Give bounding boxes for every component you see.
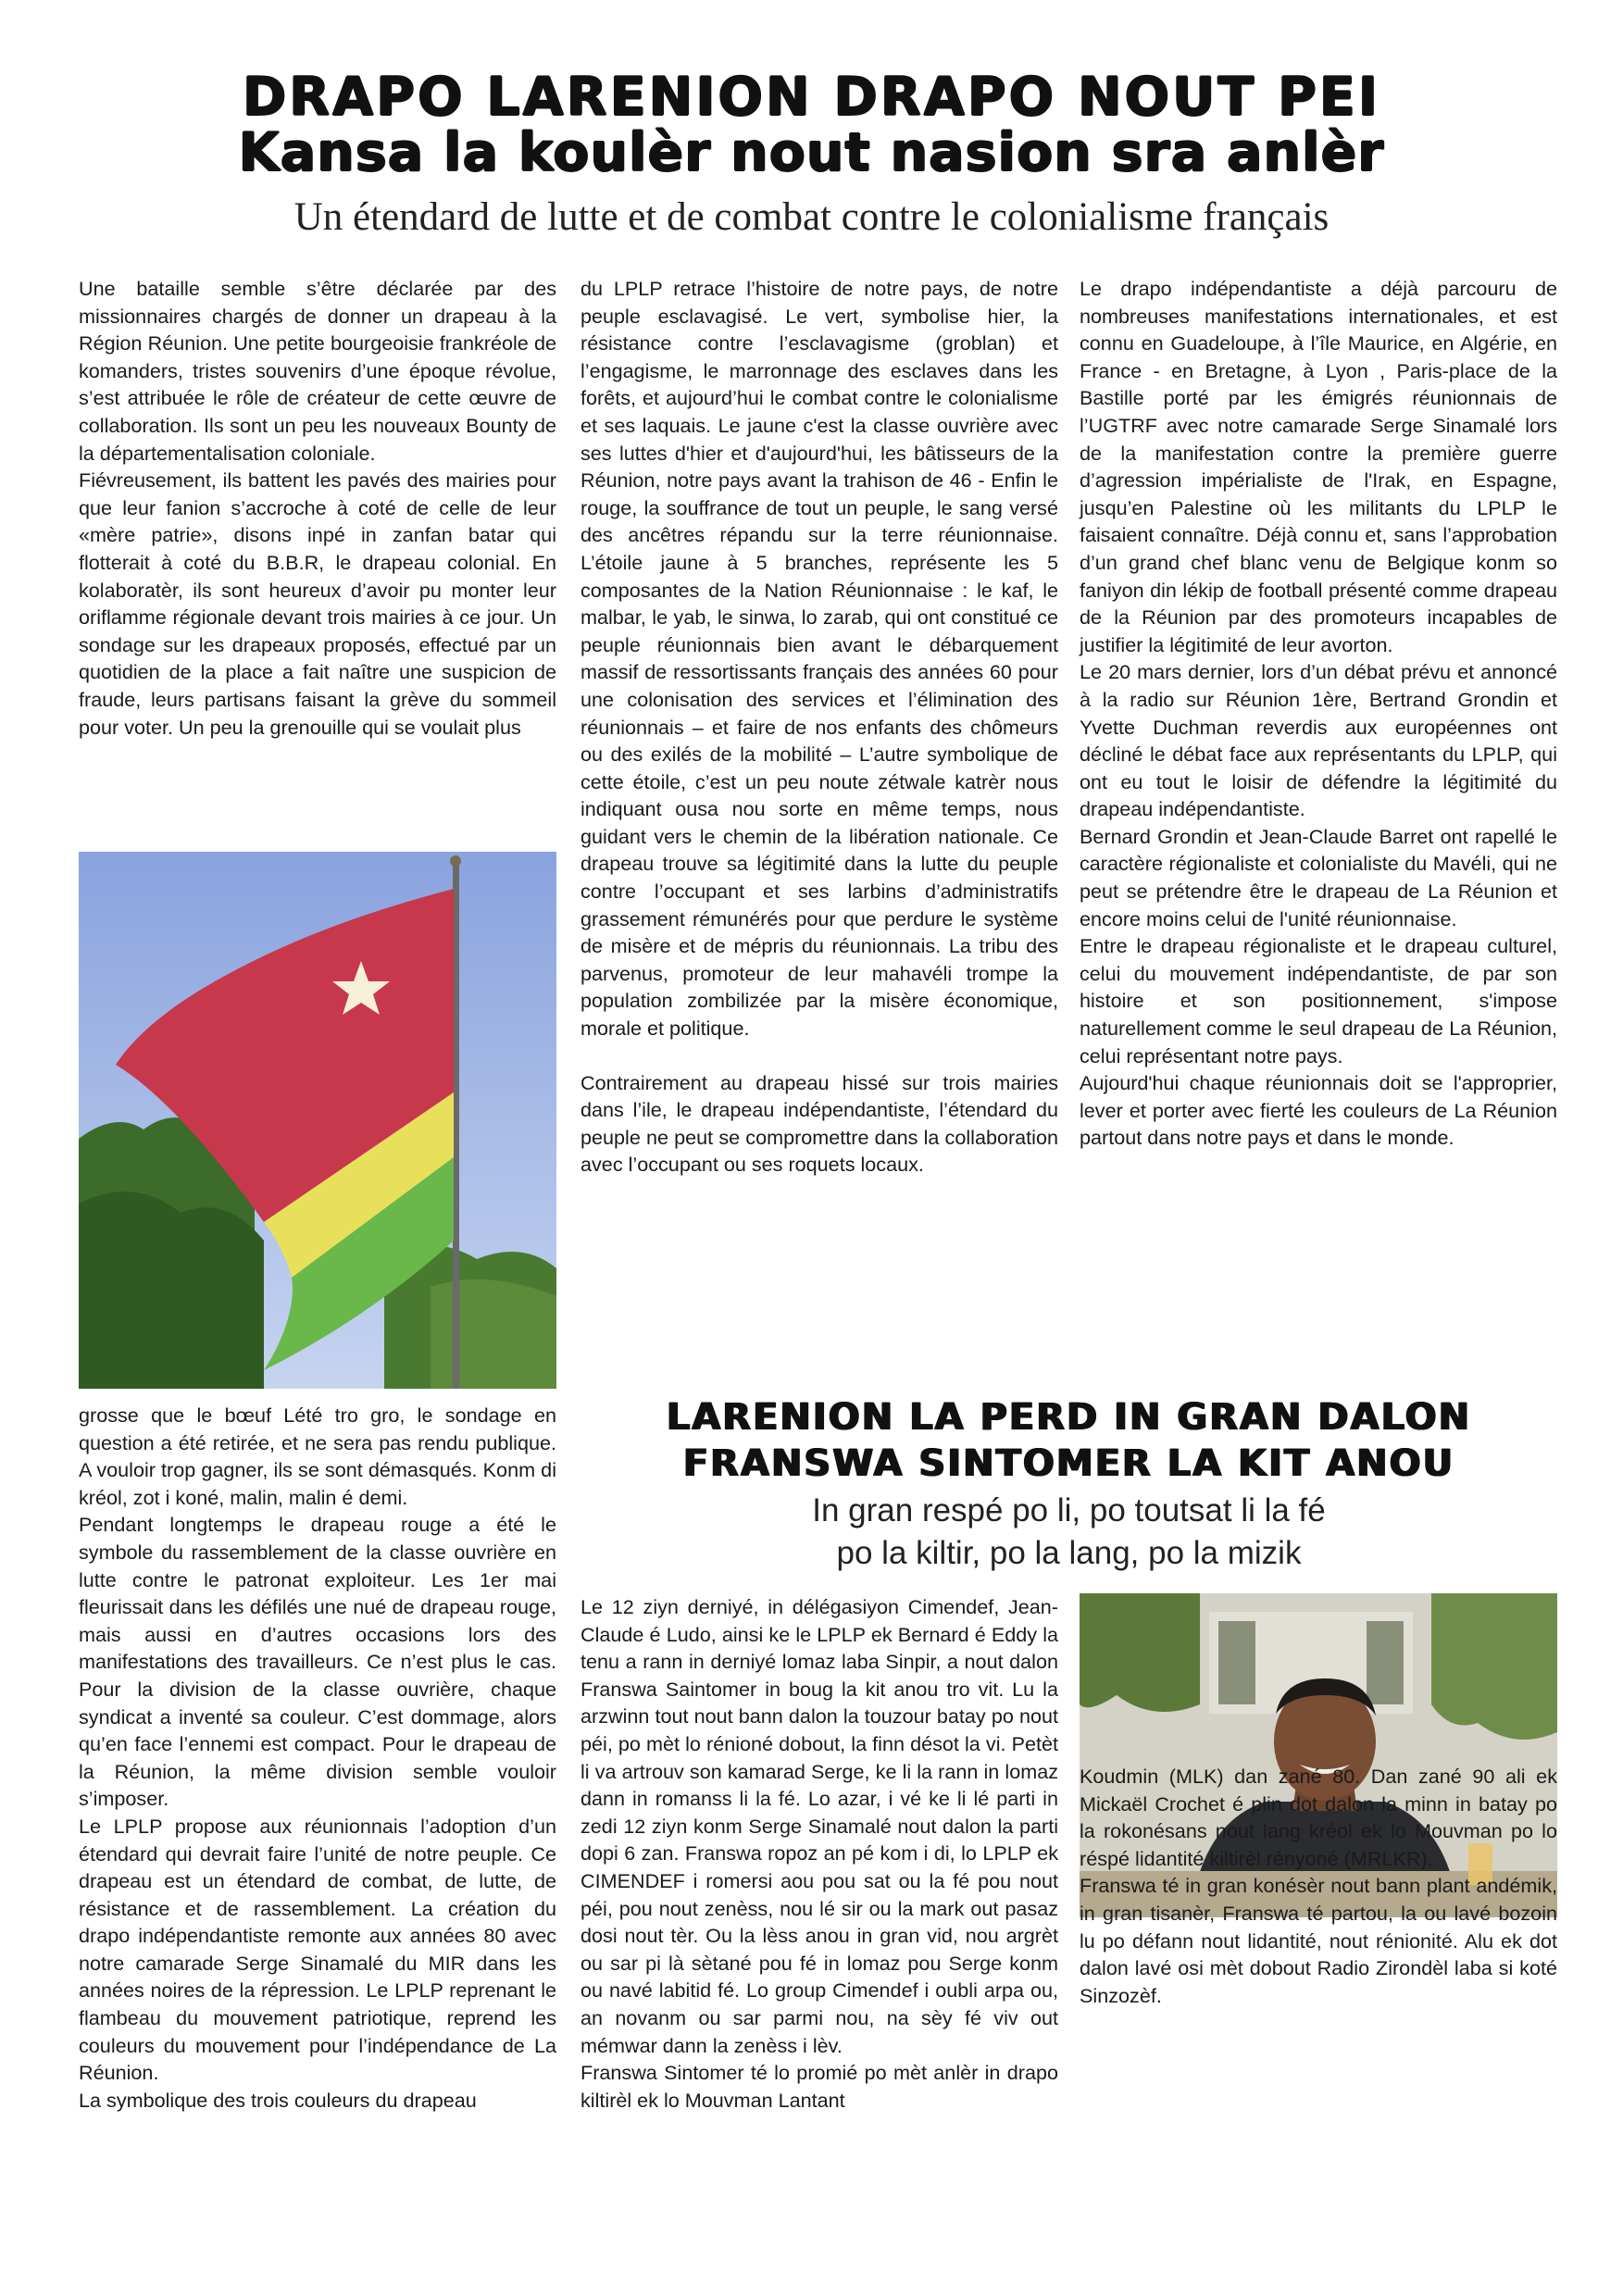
article1-title-line1: DRAPO LARENION DRAPO NOUT PEI (242, 67, 1381, 128)
paragraph: Le 20 mars dernier, lors d’un débat prévu et annoncé à la radio sur Réunion 1ère, Bertrand Grondin et Yvette Duchman reverdis aux européennes ont décliné le débat face aux représentants du LPLP, qui ont eu tout le loisir de défendre la légitimité du drapeau indépendantiste. (1080, 660, 1557, 821)
paragraph: Entre le drapeau régionaliste et le drapeau culturel, celui du mouvement indépendantiste, de par son histoire et son positionnement, s'impose naturellement comme le seul drapeau de La Réunion, celui représentant notre pays. (1080, 934, 1557, 1067)
article1-column2 (581, 275, 1058, 1179)
paragraph: Contrairement au drapeau hissé sur trois mairies dans l’ile, le drapeau indépendantiste, l’étendard du peuple ne peut se compromettre dans la collaboration avec l’occupant ou ses roquets locaux. (581, 1070, 1058, 1177)
article1-column3 (1080, 275, 1557, 1152)
reunion-flag-illustration (79, 852, 556, 1389)
paragraph: Bernard Grondin et Jean-Claude Barret ont rapellé le caractère régionaliste et colonialiste du Mavéli, qui ne peut se prétendre être le drapeau de La Réunion et encore moins celui de l'unité réunionnaise. (1080, 824, 1557, 930)
paragraph: grosse que le bœuf Lété tro gro, le sondage en question a été retirée, et ne sera pas rendu publique. A vouloir trop gagner, ils se sont démasqués. Konm di kréol, zot i koné, malin, malin é demi. (79, 1404, 556, 1509)
paragraph: Pendant longtemps le drapeau rouge a été le symbole du rassemblement de la classe ouvrière en lutte contre le patronat exploiteur. Les 1er mai fleurissait dans les défilés une nué de drapeau rouge, mais aussi en d’autres occasions lors des manifestations des travailleurs. Ce n’est plus le cas. Pour la division de la classe ouvrière, chaque syndicat a inventé sa couleur. C’est dommage, alors qu’en face l’ennemi est compact. Pour le drapeau de la Réunion, la même division semble vouloir s’imposer. (79, 1513, 556, 1811)
paragraph: Franswa Sintomer té lo promié po mèt anlèr in drapo kiltirèl ek lo Mouvman Lantant (581, 2061, 1058, 2112)
article1-title-line2: Kansa la koulèr nout nasion sra anlèr (238, 122, 1385, 183)
paragraph: Koudmin (MLK) dan zané 80. Dan zané 90 ali ek Mickaël Crochet é plin dot dalon la minn in batay po la rokonésans nout lang kréol ek lo Mouvman po lo réspé lidantité kiltirèl rényoné (MRLKR). (1080, 1765, 1557, 1870)
article2-subtitle-line2: po la kiltir, po la lang, po la mizik (836, 1535, 1302, 1571)
article2-column2 (581, 1593, 1058, 2114)
paragraph: Le 12 ziyn derniyé, in délégasiyon Cimendef, Jean-Claude é Ludo, ainsi ke le LPLP ek Bernard é Eddy la tenu a rann in derniyé lomaz laba Sinpir, a nout dalon Franswa Saintomer in boug la kit anou tro vit. Lu la arzwinn tout nout bann dalon la touzour batay po nout péi, po mèt lo rénioné dobout, la finn désot la vi. Petèt li va artrouv son kamarad Serge, ke li la rann in lomaz dann in romanss li la fé. Lo azar, i vé ke li lé parti in zedi 12 ziyn konm Serge Sinamalé nout dalon la parti dopi 6 zan. Franswa ropoz an pé kom i di, lo LPLP ek CIMENDEF i romersi aou pou sat ou la fé pou nout péi, pou nout zenèss, nou lé sir ou la mark out pasaz dosi nout tèr. Ou la lèss anou in gran vid, nou argrèt ou sar pi là sètané pou fé in lomaz pou Serge konm ou navé labitid fé. Lo group Cimendef i oubli arpa ou, an novanm ou sar parmi nou, na sèy fé viv out mémwar dann la zenèss i lèv. (581, 1595, 1058, 2057)
paragraph: Franswa té in gran konésèr nout bann plant andémik, in gran tisanèr, Franswa té partou, la ou lavé bozoin lu po défann nout lidantité, nout rénionité. Alu ek dot dalon lavé osi mèt dobout Radio Zirondèl laba si koté Sinzozèf. (1080, 1874, 1557, 2007)
article1-subtitle: Un étendard de lutte et de combat contre le colonialisme français (293, 195, 1330, 239)
paragraph: La symbolique des trois couleurs du drapeau (79, 2088, 477, 2112)
paragraph: Le drapo indépendantiste a déjà parcouru de nombreuses manifestations internationales, et est connu en Guadeloupe, à l’île Maurice, en Algérie, en France - en Bretagne, à Lyon , Paris-place de la Bastille porté par les émigrés réunionnais de l’UGTRF avec notre camarade Serge Sinamalé lors de la manifestation contre la première guerre d’agression impérialiste de l'Irak, en Espagne, jusqu’en Palestine où les militants du LPLP le faisaient connaître. Déjà connu et, sans l’approbation d’un grand chef blanc venu de Belgique konm so faniyon din lékip de football présenté comme drapeau de la Réunion par des promoteurs incapables de justifier la légitimité de leur avorton. (1080, 277, 1557, 656)
article2-subtitle-line1: In gran respé po li, po toutsat li la fé (812, 1492, 1326, 1529)
paragraph: Une bataille semble s’être déclarée par des missionnaires chargés de donner un drapeau à la Région Réunion. Une petite bourgeoisie frankréole de komanders, tristes souvenirs d’une époque révolue, s’est attribuée le rôle de créateur de cette œuvre de collaboration. Ils sont un peu les nouveaux Bounty de la départementalisation coloniale. (79, 277, 556, 465)
article2-title-line2: FRANSWA SINTOMER LA KIT ANOU (682, 1442, 1455, 1485)
paragraph: Le LPLP propose aux réunionnais l’adoption d’un étendard qui devrait faire l’unité de notre peuple. Ce drapeau est un étendard de combat, de lutte, de résistance et de rassemblement. La création du drapo indépendantiste remonte aux années 80 avec notre camarade Serge Sinamalé du MIR dans les années noires de la répression. Le LPLP reprenant le flambeau du mouvement patriotique, reprend les couleurs du mouvement pour l’indépendance de La Réunion. (79, 1814, 556, 2085)
flag-photo (79, 852, 556, 1389)
paragraph: Aujourd'hui chaque réunionnais doit se l'approprier, lever et porter avec fierté les couleurs de La Réunion partout dans notre pays et dans le monde. (1080, 1071, 1557, 1150)
article1-column1-top (79, 275, 556, 741)
article1-column1-bottom (79, 1402, 556, 2114)
paragraph: du LPLP retrace l’histoire de notre pays, de notre peuple esclavagisé. Le vert, symbolise hier, la résistance contre l’esclavagisme (groblan) et l’engagisme, le marronnage des esclaves dans les forêts, et aujourd’hui le combat contre le colonialisme et ses laquais. Le jaune c'est la classe ouvrière avec ses luttes d'hier et d'aujourd'hui, les bâtisseurs de la Réunion, notre pays avant la trahison de 46 - Enfin le rouge, la souffrance de tout un peuple, le sang versé des ancêtres répandu sur la terre réunionnaise. L’étoile jaune à 5 branches, représente les 5 composantes de la Nation Réunionnaise : le kaf, le malbar, le yab, le sinwa, lo zarab, qui ont constitué ce peuple réunionnais bien avant le débarquement massif de ressortissants français des années 60 pour une colonisation des services et l’élimination des réunionnais – et faire de nos enfants des chômeurs ou des exilés de la mobilité – L’autre symbolique de cette étoile, c’est un peu noute zétwale katrèr nous indiquant ousa nou sorte en même temps, nous guidant vers le chemin de la libération nationale. Ce drapeau trouve sa légitimité dans la lutte du peuple contre l’occupant et ses larbins d’administratifs grassement rémunérés pour que perdure le système de misère et de mépris du réunionnais. La tribu des parvenus, promoteur de leur mahavéli trompe la population zombilizée par la misère économique, morale et politique. (581, 277, 1058, 1041)
article2-column3 (1080, 1763, 1557, 2009)
article2-title-line1: LARENION LA PERD IN GRAN DALON (666, 1396, 1472, 1439)
paragraph: Fiévreusement, ils battent les pavés des mairies pour que leur fanion s’accroche à coté de celle de leur «mère patrie», disons inpé in zanfan batar qui flotterait à coté du B.B.R, le drapeau colonial. En kolaboratèr, ils sont heureux d’avoir pu monter leur oriflamme régionale devant trois mairies à ce jour. Un sondage sur les drapeaux proposés, effectué par un quotidien de la place a fait naître une suspicion de fraude, leurs partisans faisant la grève du sommeil pour voter. Un peu la grenouille qui se voulait plus (79, 468, 556, 739)
